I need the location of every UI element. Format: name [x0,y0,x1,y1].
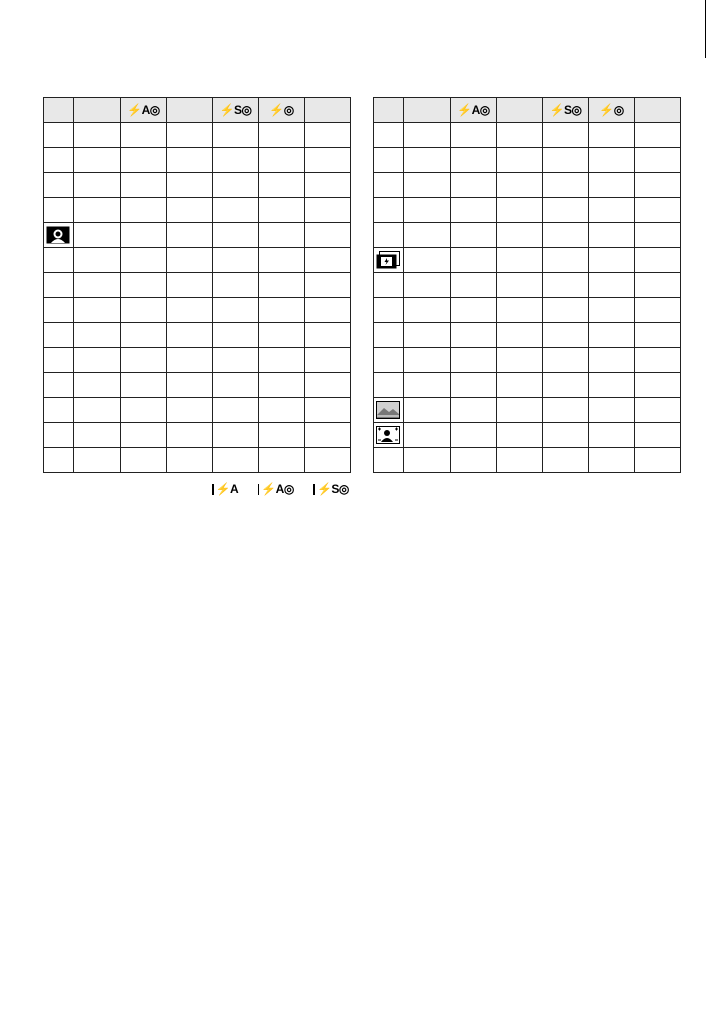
table-cell [404,448,451,473]
table-cell [635,198,681,223]
scene-mode-cell [374,448,404,473]
table-cell [451,248,497,273]
flash-on-redeye-icon: ⚡◎ [589,98,635,123]
scene-mode-cell [374,323,404,348]
table-cell [305,273,351,298]
page-edge-rule [705,0,706,58]
table-cell [635,298,681,323]
table-cell [259,248,305,273]
table-row [374,223,681,248]
table-row [44,373,351,398]
table-cell [404,273,451,298]
table-cell [259,448,305,473]
table-cell [305,448,351,473]
table-cell [635,273,681,298]
scene-mode-cell [374,173,404,198]
table-header-cell [374,98,404,123]
table-cell [451,423,497,448]
table-cell [451,373,497,398]
table-cell [497,398,543,423]
table-cell [404,323,451,348]
flash-on-redeye-icon: ⚡◎ [259,98,305,123]
table-cell [404,348,451,373]
table-cell [451,298,497,323]
table-cell [635,348,681,373]
table-cell [451,223,497,248]
table-cell [589,423,635,448]
table-cell [589,448,635,473]
table-cell [497,323,543,348]
table-row [44,423,351,448]
table-cell [497,273,543,298]
table-cell [259,123,305,148]
table-cell [259,373,305,398]
table-cell [74,348,121,373]
table-cell [167,123,213,148]
table-cell [404,298,451,323]
table-cell [167,323,213,348]
scene-mode-cell [44,273,74,298]
table-cell [635,323,681,348]
table-cell [167,423,213,448]
table-cell [121,223,167,248]
table-cell [305,148,351,173]
table-cell [635,398,681,423]
table-cell [121,173,167,198]
table-cell [497,223,543,248]
table-cell [589,198,635,223]
table-cell [497,198,543,223]
table-row [374,273,681,298]
table-cell [213,198,259,223]
scene-mode-cell [44,323,74,348]
table-cell [589,348,635,373]
table-row [44,223,351,248]
table-header-row [44,98,351,123]
table-cell [589,398,635,423]
table-cell [167,298,213,323]
table-cell [259,323,305,348]
table-cell [74,148,121,173]
scene-mode-cell [44,123,74,148]
table-cell [451,273,497,298]
forced-flash-auto-icon: ⚡A [212,481,238,496]
table-cell [404,373,451,398]
table-cell [635,148,681,173]
table-cell [589,248,635,273]
scene-mode-cell [44,373,74,398]
table-cell [74,123,121,148]
table-row [44,198,351,223]
table-row [374,423,681,448]
table-cell [543,298,589,323]
scene-mode-cell [44,423,74,448]
table-cell [213,123,259,148]
table-cell [74,223,121,248]
table-cell [451,398,497,423]
table-header-cell [167,98,213,123]
table-cell [167,248,213,273]
table-cell [305,348,351,373]
table-cell [589,223,635,248]
table-cell [305,223,351,248]
scene-mode-cell [44,248,74,273]
table-row [44,448,351,473]
table-cell [121,448,167,473]
table-cell [589,323,635,348]
table-cell [451,173,497,198]
table-cell [74,273,121,298]
table-cell [589,123,635,148]
flash-slow-redeye-icon: ⚡S◎ [543,98,589,123]
table-cell [121,373,167,398]
table-cell [74,323,121,348]
table-cell [589,148,635,173]
table-cell [213,273,259,298]
table-row [44,173,351,198]
table-cell [404,148,451,173]
table-cell [635,123,681,148]
landscape-scene-icon [376,401,400,419]
scene-mode-cell [374,273,404,298]
table-row [374,348,681,373]
table-cell [543,273,589,298]
table-row [374,123,681,148]
table-cell [404,423,451,448]
table-cell [543,223,589,248]
table-cell [167,373,213,398]
table-cell [121,248,167,273]
table-cell [74,448,121,473]
table-cell [305,298,351,323]
table-cell [259,223,305,248]
scene-mode-cell [374,198,404,223]
scene-mode-cell [374,123,404,148]
table-cell [305,173,351,198]
table-cell [305,423,351,448]
table-cell [404,173,451,198]
table-cell [305,248,351,273]
table-cell [213,248,259,273]
table-cell [259,148,305,173]
table-cell [543,323,589,348]
table-row [374,173,681,198]
table-row [44,298,351,323]
high-speed-burst-scene-icon [376,251,400,269]
table-cell [635,423,681,448]
table-header-cell [635,98,681,123]
table-header-cell [74,98,121,123]
table-cell [497,348,543,373]
table-cell [635,173,681,198]
table-cell [167,198,213,223]
table-cell [74,423,121,448]
table-cell [213,173,259,198]
table-cell [543,423,589,448]
scene-mode-cell [44,298,74,323]
portrait-scene-icon [46,226,70,244]
scene-mode-cell [44,398,74,423]
table-row [374,323,681,348]
table-cell [404,123,451,148]
table-header-cell [305,98,351,123]
table-header-cell [404,98,451,123]
table-cell [167,173,213,198]
scene-mode-cell [374,423,404,448]
table-cell [589,273,635,298]
table-cell [543,123,589,148]
table-cell [213,373,259,398]
table-cell [497,148,543,173]
table-cell [543,398,589,423]
scene-mode-cell [44,173,74,198]
table-cell [497,423,543,448]
scene-mode-cell [44,148,74,173]
table-cell [589,173,635,198]
table-cell [167,148,213,173]
table-cell [305,198,351,223]
table-cell [451,148,497,173]
table-cell [121,398,167,423]
table-cell [259,273,305,298]
table-cell [543,173,589,198]
table-cell [121,298,167,323]
table-cell [121,423,167,448]
scene-mode-cell [374,148,404,173]
table-row [374,373,681,398]
table-cell [451,123,497,148]
table-cell [589,298,635,323]
table-cell [167,273,213,298]
table-cell [213,223,259,248]
table-cell [213,298,259,323]
table-cell [497,123,543,148]
scene-mode-cell [44,198,74,223]
table-row [44,148,351,173]
table-cell [305,373,351,398]
table-cell [121,348,167,373]
table-cell [543,373,589,398]
table-cell [74,173,121,198]
table-cell [74,398,121,423]
table-header-cell [497,98,543,123]
table-row [374,448,681,473]
table-cell [213,148,259,173]
scene-mode-cell [374,298,404,323]
table-cell [305,123,351,148]
forced-flash-slow-redeye-icon: ⚡S◎ [313,481,348,496]
table-cell [259,423,305,448]
table-cell [259,298,305,323]
flash-auto-redeye-icon: ⚡A◎ [121,98,167,123]
table-cell [404,398,451,423]
table-cell [543,348,589,373]
table-cell [543,198,589,223]
table-cell [404,248,451,273]
table-cell [259,398,305,423]
table-cell [451,448,497,473]
table-cell [213,423,259,448]
scene-mode-cell [44,348,74,373]
table-row [44,273,351,298]
table-cell [213,348,259,373]
flash-mode-footnote [212,481,365,496]
table-row [374,398,681,423]
table-cell [497,173,543,198]
table-cell [497,248,543,273]
table-row [374,248,681,273]
table-cell [635,223,681,248]
table-cell [543,448,589,473]
table-cell [259,198,305,223]
flash-slow-redeye-icon: ⚡S◎ [213,98,259,123]
table-cell [74,248,121,273]
table-row [374,148,681,173]
table-row [374,298,681,323]
table-row [44,123,351,148]
table-cell [543,248,589,273]
table-cell [404,223,451,248]
table-row [44,323,351,348]
table-cell [451,348,497,373]
table-cell [121,148,167,173]
table-cell [497,298,543,323]
forced-flash-auto-redeye-icon: ⚡A◎ [258,481,294,496]
table-row [44,348,351,373]
scene-mode-cell [374,398,404,423]
scene-mode-cell [374,248,404,273]
self-portrait-scene-icon [376,426,400,444]
table-cell [305,323,351,348]
table-cell [74,198,121,223]
table-cell [497,373,543,398]
scene-mode-cell [44,448,74,473]
table-cell [589,373,635,398]
flash-auto-redeye-icon: ⚡A◎ [451,98,497,123]
table-cell [213,398,259,423]
table-cell [167,223,213,248]
table-cell [213,448,259,473]
table-cell [305,398,351,423]
flash-settings-table-left [43,97,351,473]
table-row [44,248,351,273]
table-cell [121,198,167,223]
table-cell [543,148,589,173]
scene-mode-cell [44,223,74,248]
table-cell [259,348,305,373]
flash-settings-table-right [373,97,681,473]
table-cell [404,198,451,223]
table-cell [121,273,167,298]
table-row [374,198,681,223]
table-cell [121,323,167,348]
table-cell [167,348,213,373]
table-cell [635,373,681,398]
table-row [44,398,351,423]
table-cell [167,398,213,423]
scene-mode-cell [374,223,404,248]
table-cell [451,198,497,223]
table-cell [259,173,305,198]
scene-mode-cell [374,373,404,398]
table-cell [74,298,121,323]
table-cell [121,123,167,148]
table-header-row [374,98,681,123]
table-cell [635,248,681,273]
table-cell [497,448,543,473]
scene-mode-cell [374,348,404,373]
table-cell [74,373,121,398]
table-header-cell [44,98,74,123]
table-cell [451,323,497,348]
table-cell [167,448,213,473]
table-cell [213,323,259,348]
table-cell [635,448,681,473]
